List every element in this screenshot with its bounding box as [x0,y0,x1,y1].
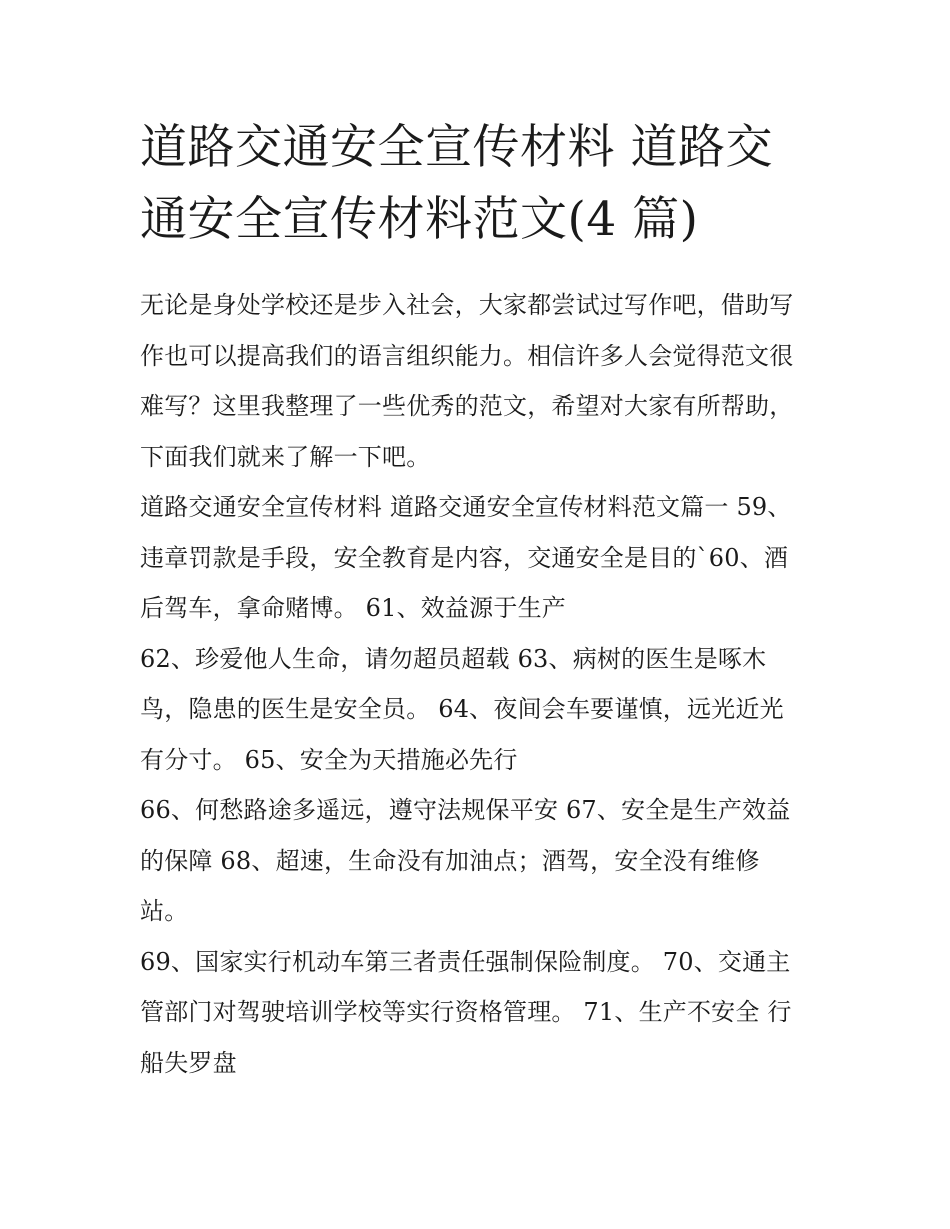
text-line: 后驾车，拿命赌博。 61、效益源于生产 [140,594,566,622]
text-line: 站。 [140,897,189,925]
document-title [140,112,820,256]
text-line: 69、国家实行机动车第三者责任强制保险制度。 70、交通主 [140,947,791,976]
text-line: 62、珍爱他人生命，请勿超员超载 63、病树的医生是啄木 [140,644,767,673]
text-line: 管部门对驾驶培训学校等实行资格管理。 71、生产不安全 行 [140,998,792,1026]
text-line: 船失罗盘 [140,1048,237,1077]
document-body [140,280,830,1088]
text-line: 有分寸。 65、安全为天措施必先行 [140,745,518,774]
title-line: 道路交通安全宣传材料 道路交 [140,120,773,175]
text-line: 下面我们就来了解一下吧。 [140,442,431,471]
text-line: 违章罚款是手段，安全教育是内容，交通安全是目的`60、酒 [140,543,789,572]
body-paragraph [140,785,830,937]
body-paragraph [140,482,830,634]
body-paragraph [140,634,830,786]
text-line: 鸟，隐患的医生是安全员。 64、夜间会车要谨慎，远光近光 [140,695,784,723]
text-line: 作也可以提高我们的语言组织能力。相信许多人会觉得范文很 [140,341,794,370]
text-line: 难写？这里我整理了一些优秀的范文，希望对大家有所帮助， [140,392,794,420]
text-line: 无论是身处学校还是步入社会，大家都尝试过写作吧，借助写 [140,291,794,319]
text-line: 66、何愁路途多遥远，遵守法规保平安 67、安全是生产效益 [140,796,791,824]
body-paragraph [140,937,830,1089]
intro-paragraph [140,280,830,482]
text-line: 道路交通安全宣传材料 道路交通安全宣传材料范文篇一 59、 [140,493,792,521]
title-line: 通安全宣传材料范文(4 篇) [140,192,699,247]
text-line: 的保障 68、超速，生命没有加油点；酒驾，安全没有维修 [140,846,760,875]
